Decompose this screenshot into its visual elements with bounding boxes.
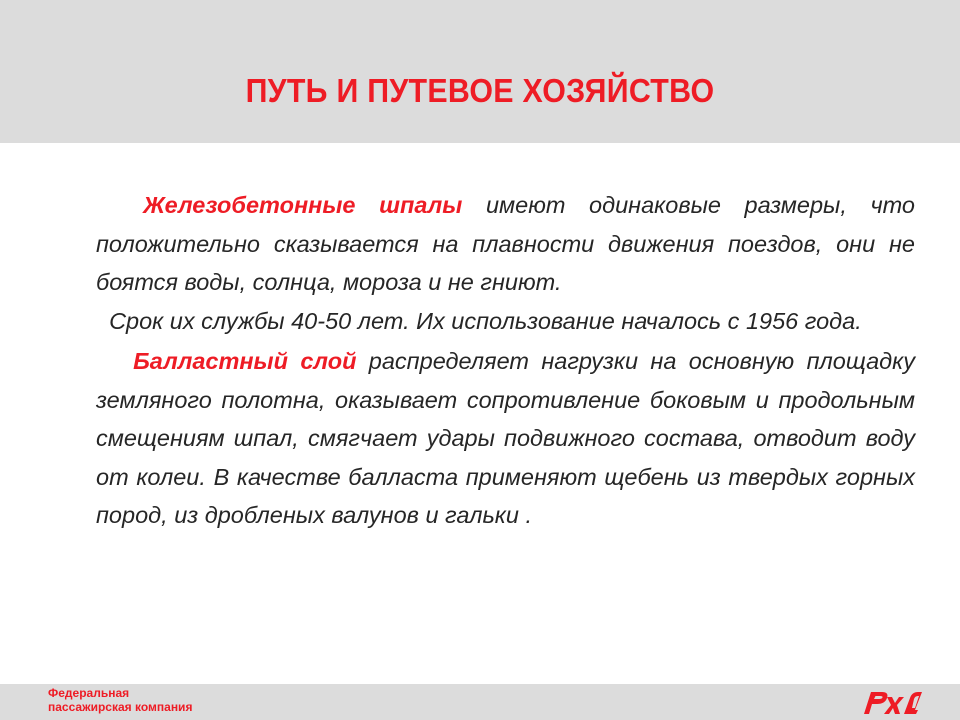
company-name xyxy=(48,686,192,714)
rzd-logo-icon xyxy=(860,687,924,717)
paragraph-ballast xyxy=(96,342,915,535)
company-name-line1: Федеральная xyxy=(48,686,130,700)
paragraph-ballast-text: распределяет нагрузки на основную площадку земляного полотна, оказывает сопротивление боковым и продольным смещениям шпал, смягчает удары подвижного состава, отводит воду от колеи. В качестве балласта применяют щебень из твердых горных пород, из дробленых валунов и гальки . xyxy=(96,348,915,528)
paragraph-sleepers xyxy=(96,186,915,302)
paragraph-service-life-text: Срок их службы 40-50 лет. Их использование началось с 1956 года. xyxy=(109,307,862,334)
term-ballast-layer: Балластный слой xyxy=(133,348,357,374)
slide-title: ПУТЬ И ПУТЕВОЕ ХОЗЯЙСТВО xyxy=(245,72,715,109)
paragraph-service-life xyxy=(96,302,915,341)
slide-body xyxy=(96,186,915,535)
term-concrete-sleepers: Железобетонные шпалы xyxy=(143,192,463,218)
company-name-line2: пассажирская компания xyxy=(48,700,193,714)
paragraph-sleepers-text: имеют одинаковые размеры, что положительно сказывается на плавности движения поездов, они не боятся воды, солнца, мороза и не гниют. xyxy=(96,192,915,295)
